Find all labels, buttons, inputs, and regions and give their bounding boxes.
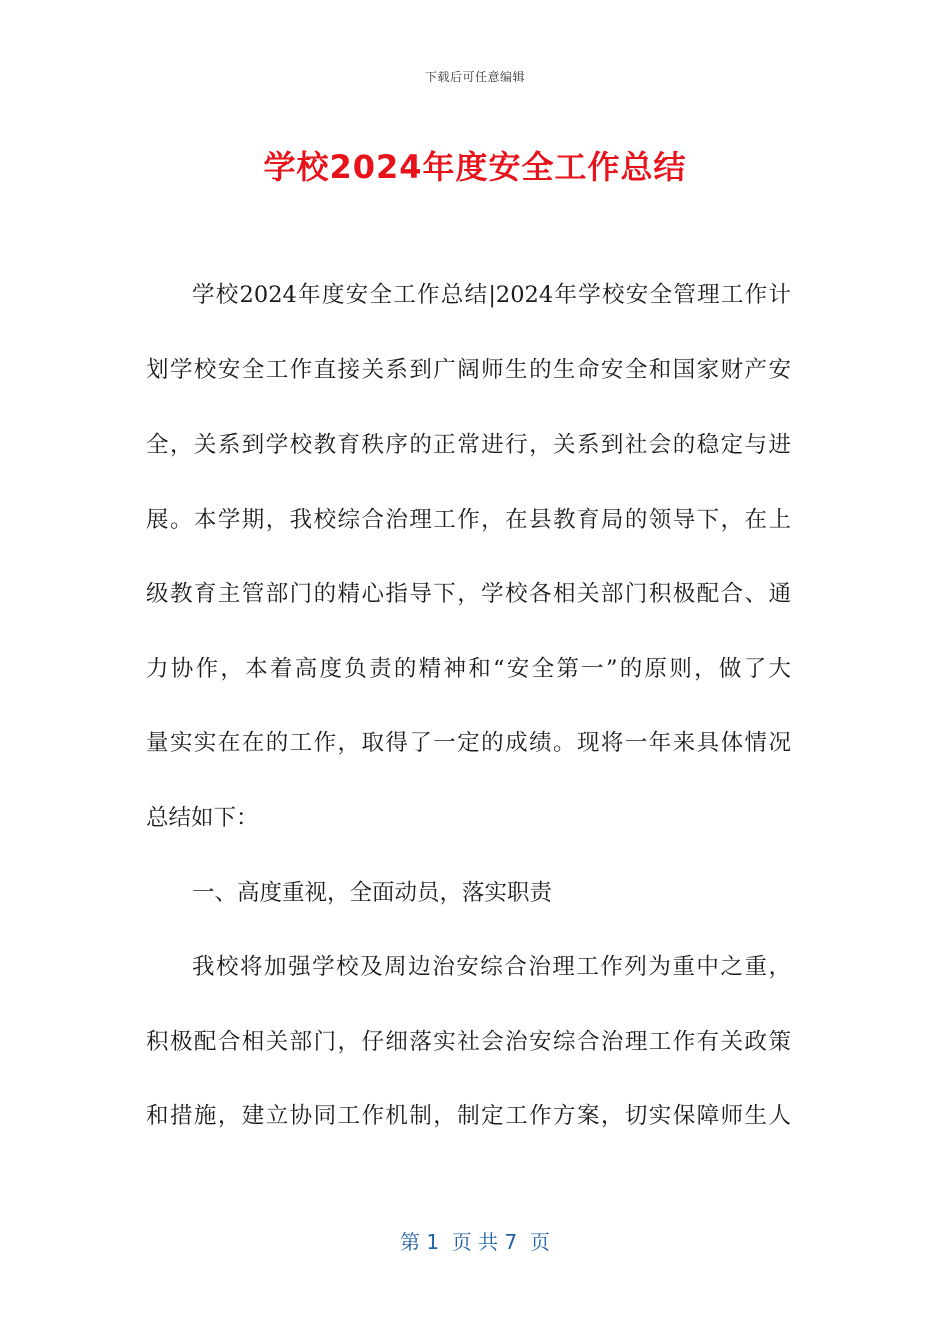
paragraph-line: 展。本学期，我校综合治理工作，在县教育局的领导下，在上 bbox=[146, 507, 791, 533]
paragraph-line: 量实实在在的工作，取得了一定的成绩。现将一年来具体情况 bbox=[146, 730, 791, 756]
paragraph-line: 我校将加强学校及周边治安综合治理工作列为重中之重， bbox=[192, 954, 791, 980]
download-note: 下载后可任意编辑 bbox=[424, 70, 525, 84]
section-heading: 一、高度重视，全面动员，落实职责 bbox=[192, 880, 553, 906]
page-indicator: 第 1 页 共 7 页 bbox=[400, 1230, 550, 1254]
paragraph-line: 力协作，本着高度负责的精神和“安全第一”的原则，做了大 bbox=[146, 656, 791, 682]
paragraph-line: 级教育主管部门的精心指导下，学校各相关部门积极配合、通 bbox=[146, 581, 791, 607]
document-title: 学校2024年度安全工作总结 bbox=[263, 148, 687, 186]
paragraph-line: 划学校安全工作直接关系到广阔师生的生命安全和国家财产安 bbox=[146, 357, 791, 383]
paragraph-line: 总结如下： bbox=[146, 805, 259, 831]
paragraph-line: 学校2024年度安全工作总结|2024年学校安全管理工作计 bbox=[192, 282, 791, 308]
paragraph-line: 积极配合相关部门，仔细落实社会治安综合治理工作有关政策 bbox=[146, 1029, 791, 1055]
paragraph-line: 全，关系到学校教育秩序的正常进行，关系到社会的稳定与进 bbox=[146, 432, 791, 458]
paragraph-line: 和措施，建立协同工作机制，制定工作方案，切实保障师生人 bbox=[146, 1103, 791, 1129]
